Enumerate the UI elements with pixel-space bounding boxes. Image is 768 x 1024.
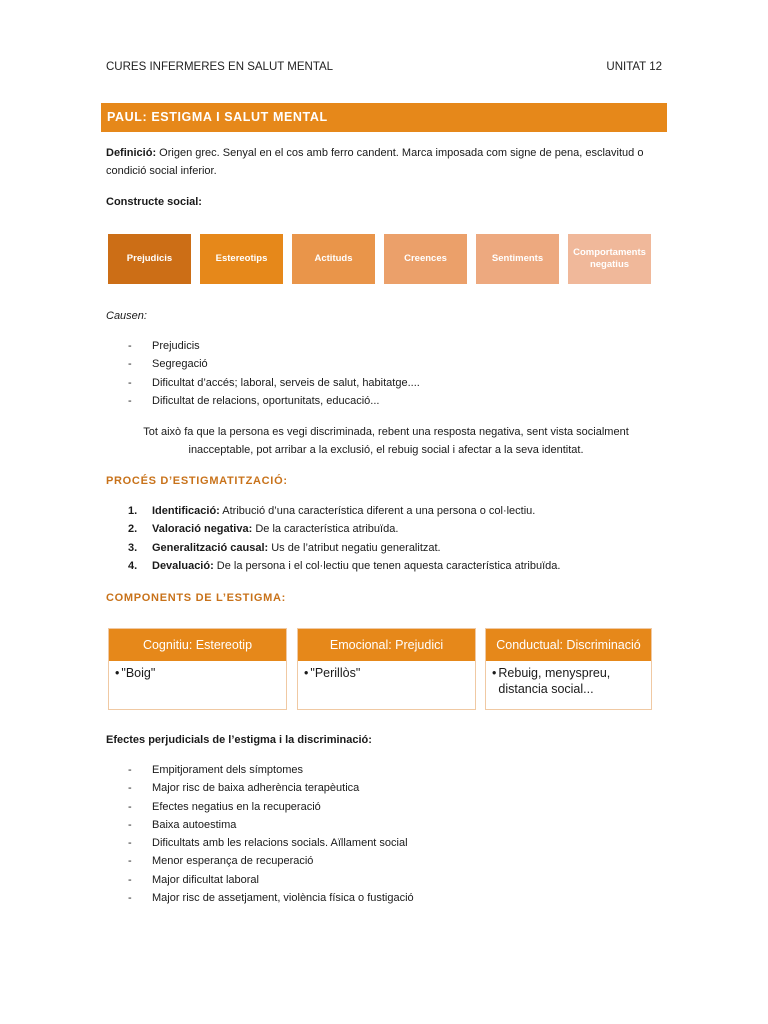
construct-box-actituds: Actituds xyxy=(292,234,375,284)
list-item: - Dificultat de relacions, oportunitats, educació... xyxy=(106,393,666,411)
bullet-icon: • xyxy=(304,666,309,680)
step-label: Devaluació: xyxy=(152,559,214,572)
step-text: Us de l’atribut negatiu generalitzat. xyxy=(268,541,441,554)
component-emocional xyxy=(297,628,476,710)
list-item: - Prejudicis xyxy=(106,338,666,356)
list-item: - Dificultat d’accés; laboral, serveis de salut, habitatge.... xyxy=(106,375,666,393)
component-text: Rebuig, menyspreu, distancia social... xyxy=(498,666,611,697)
component-title: Conductual: Discriminació xyxy=(486,629,651,661)
step-number: 1. xyxy=(128,505,138,517)
construct-box-comportaments: Comportaments negatius xyxy=(568,234,651,284)
component-conductual xyxy=(485,628,652,710)
list-item: - Dificultats amb les relacions socials. Aïllament social xyxy=(106,835,666,853)
construct-box-creences: Creences xyxy=(384,234,467,284)
component-text: "Boig" xyxy=(121,666,156,680)
efectes-heading: Efectes perjudicials de l’estigma i la discriminació: xyxy=(106,734,372,746)
header-course-title: CURES INFERMERES EN SALUT MENTAL xyxy=(106,61,334,73)
list-item: - Major risc de assetjament, violència física o fustigació xyxy=(106,890,666,908)
step-text: De la persona i el col·lectiu que tenen aquesta característica atribuïda. xyxy=(213,559,561,572)
list-item: - Baixa autoestima xyxy=(106,817,666,835)
section-title: PAUL: ESTIGMA I SALUT MENTAL xyxy=(101,103,667,132)
page-header xyxy=(106,58,662,76)
construct-box-estereotips: Estereotips xyxy=(200,234,283,284)
list-item: - Menor esperança de recuperació xyxy=(106,853,666,871)
step-label: Generalització causal: xyxy=(152,541,269,554)
bullet-icon: • xyxy=(492,666,497,680)
components-heading: COMPONENTS DE L’ESTIGMA: xyxy=(106,592,286,604)
step-label: Identificació: xyxy=(152,505,220,517)
step-label: Valoració negativa: xyxy=(152,523,253,536)
causen-label: Causen: xyxy=(106,310,147,322)
component-body xyxy=(298,661,475,681)
list-item: - Major dificultat laboral xyxy=(106,872,666,890)
bullet-icon: • xyxy=(115,666,120,680)
step-number: 3. xyxy=(128,541,138,554)
header-unit: UNITAT 12 xyxy=(606,61,662,73)
step-number: 2. xyxy=(128,523,138,536)
definition-paragraph xyxy=(106,145,666,180)
list-item: - Empitjorament dels símptomes xyxy=(106,762,666,780)
list-item: - Segregació xyxy=(106,356,666,374)
definition-text: Origen grec. Senyal en el cos amb ferro candent. Marca imposada com signe de pena, esclavitud o condició social inferior. xyxy=(106,147,644,177)
component-cognitiu xyxy=(108,628,287,710)
step-text: Atribució d’una característica diferent a una persona o col·lectiu. xyxy=(219,505,536,517)
list-item: - Major risc de baixa adherència terapèutica xyxy=(106,780,666,798)
component-body xyxy=(109,661,286,681)
component-body xyxy=(486,661,651,698)
summary-paragraph: Tot això fa que la persona es vegi discriminada, rebent una resposta negativa, sent vista socialment inacceptable, pot arribar a la exclusió, el rebuig social i afectar a la seva identitat. xyxy=(143,426,629,456)
component-title: Cognitiu: Estereotip xyxy=(109,629,286,661)
step-item xyxy=(106,521,666,539)
construct-box-prejudicis: Prejudicis xyxy=(108,234,191,284)
step-item xyxy=(106,558,666,576)
definition-label: Definició: xyxy=(106,147,157,159)
component-text: "Perillòs" xyxy=(310,666,361,680)
causes-list xyxy=(106,338,666,411)
efectes-list xyxy=(106,762,666,908)
proces-heading: PROCÉS D’ESTIGMATITZACIÓ: xyxy=(106,475,288,487)
step-text: De la característica atribuïda. xyxy=(252,523,399,536)
component-title: Emocional: Prejudici xyxy=(298,629,475,661)
steps-list xyxy=(106,503,666,576)
step-number: 4. xyxy=(128,559,138,572)
construct-box-sentiments: Sentiments xyxy=(476,234,559,284)
step-item xyxy=(106,540,666,558)
list-item: - Efectes negatius en la recuperació xyxy=(106,799,666,817)
step-item xyxy=(106,503,666,521)
constructe-social-label: Constructe social: xyxy=(106,196,202,208)
construct-boxes xyxy=(108,234,651,284)
